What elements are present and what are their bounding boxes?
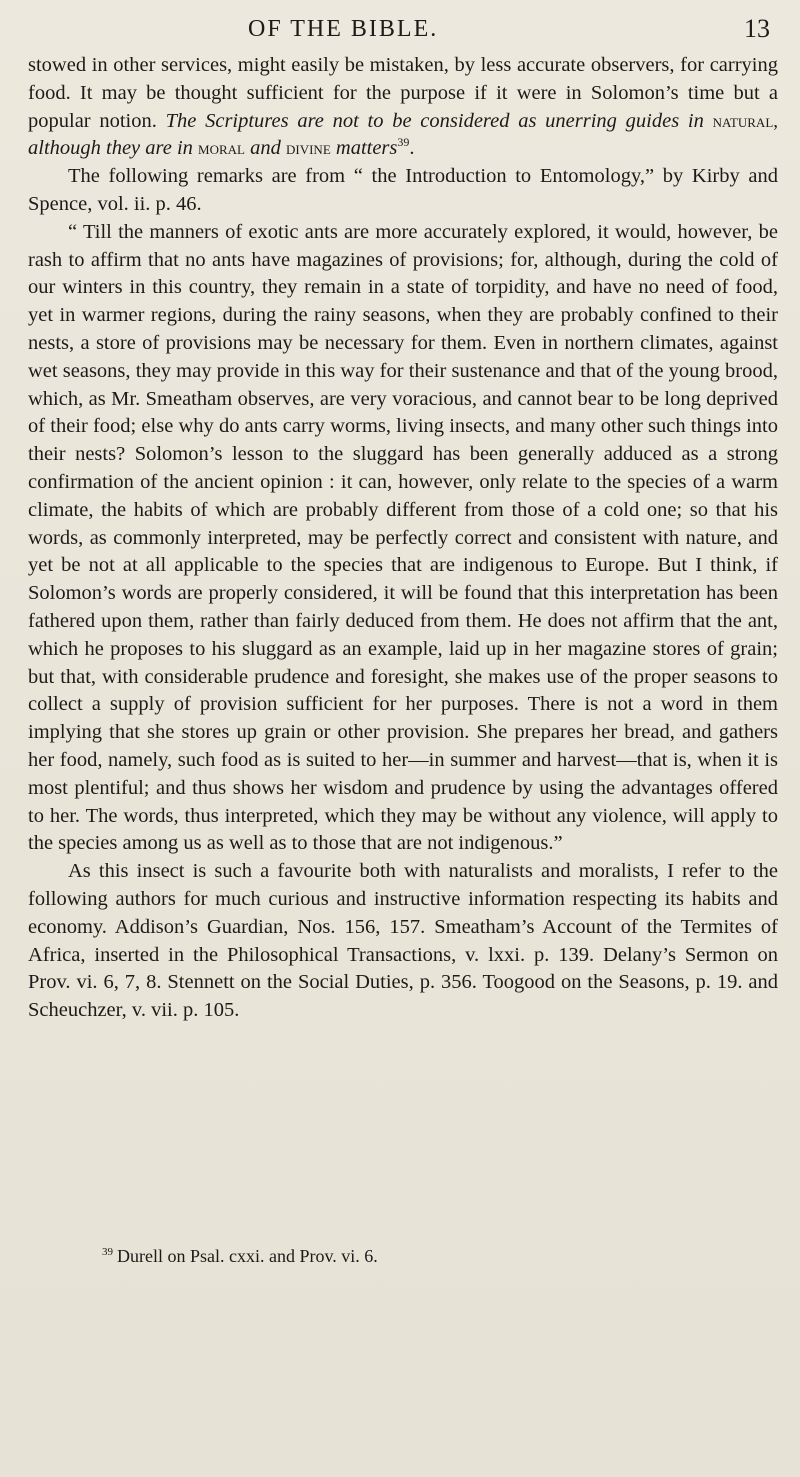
small-caps-moral: moral xyxy=(198,138,245,160)
footnote xyxy=(102,1244,378,1268)
paragraph-1-end: . xyxy=(409,137,415,160)
paragraph-3-quotation: “ Till the manners of exotic ants are more accurately explored, it would, however, be rash to affirm that no ants have magazines of provisions; for, although, during the cold of our winters in this country, they remain in a state of torpidity, and have no need of food, yet in warmer regions, during the rainy seasons, when they are probably confined to their nests, a store of provisions may be necessary for them. Even in northern climates, against wet seasons, they may provide in this way for their sustenance and that of the young brood, which, as Mr. Smeatham observes, are very voracious, and cannot bear to be long deprived of their food; else why do ants carry worms, living insects, and many other such things into their nests? Solomon’s lesson to the sluggard has been generally adduced as a strong confirmation of the ancient opinion : it can, however, only relate to the species of a warm climate, the habits of which are probably different from those of a cold one; so that his words, as commonly interpreted, may be perfectly correct and consistent with nature, and yet be not at all applicable to the species that are indigenous to Europe. But I think, if Solomon’s words are properly considered, it will be found that this interpretation has been fathered upon them, rather than fairly deduced from them. He does not affirm that the ant, which he proposes to his sluggard as an example, laid up in her magazine stores of grain; but that, with considerable prudence and foresight, she makes use of the proper seasons to collect a supply of provision sufficient for her purposes. There is not a word in them implying that she stores up grain or other provision. She prepares her bread, and gathers her food, namely, such food as is suited to her—in summer and harvest—that is, when it is most plentiful; and thus shows her wisdom and prudence by using the advantages offered to her. The words, thus interpreted, which they may be without any violence, will apply to the species among us as well as to those that are not indigenous.” xyxy=(28,220,778,855)
page-number: 13 xyxy=(744,14,770,43)
paragraph-1 xyxy=(28,52,778,163)
paragraph-1-text: stowed in other services, might easily be mistaken, by less accurate observers, for carrying food. It may be thought sufficient for the purpose if it were in Solomon’s time but a popular notion. xyxy=(28,54,778,132)
small-caps-divine: divine xyxy=(286,138,331,160)
paragraph-2: The following remarks are from “ the Introduction to Entomology,” by Kirby and Spence, vol. ii. p. 46. xyxy=(28,165,778,215)
paragraph-1-italic-d: matters xyxy=(335,137,398,160)
footnote-number: 39 xyxy=(102,1246,113,1258)
paragraph-1-italic-c: and xyxy=(250,137,281,160)
paragraph-4: As this insect is such a favourite both with naturalists and moralists, I refer to the following authors for much curious and instructive information respecting its habits and economy. Addison’s Guardian, Nos. 156, 157. Smeatham’s Account of the Termites of Africa, inserted in the Philosophical Transactions, v. lxxi. p. 139. Delany’s Sermon on Prov. vi. 6, 7, 8. Stennett on the Social Duties, p. 356. Toogood on the Seasons, p. 19. and Scheuchzer, v. vii. p. 105. xyxy=(28,860,778,1022)
footnote-text: Durell on Psal. cxxi. and Prov. vi. 6. xyxy=(117,1246,378,1266)
main-text xyxy=(28,52,778,1025)
running-head xyxy=(0,6,800,46)
running-title: OF THE BIBLE. xyxy=(248,16,439,42)
small-caps-natural: natural, xyxy=(712,110,779,132)
footnote-ref: 39 xyxy=(397,135,410,150)
paragraph-1-italic-b: although they are in xyxy=(28,137,193,160)
paragraph-1-italic-a: The Scriptures are not to be considered as unerring guides in xyxy=(165,109,704,132)
